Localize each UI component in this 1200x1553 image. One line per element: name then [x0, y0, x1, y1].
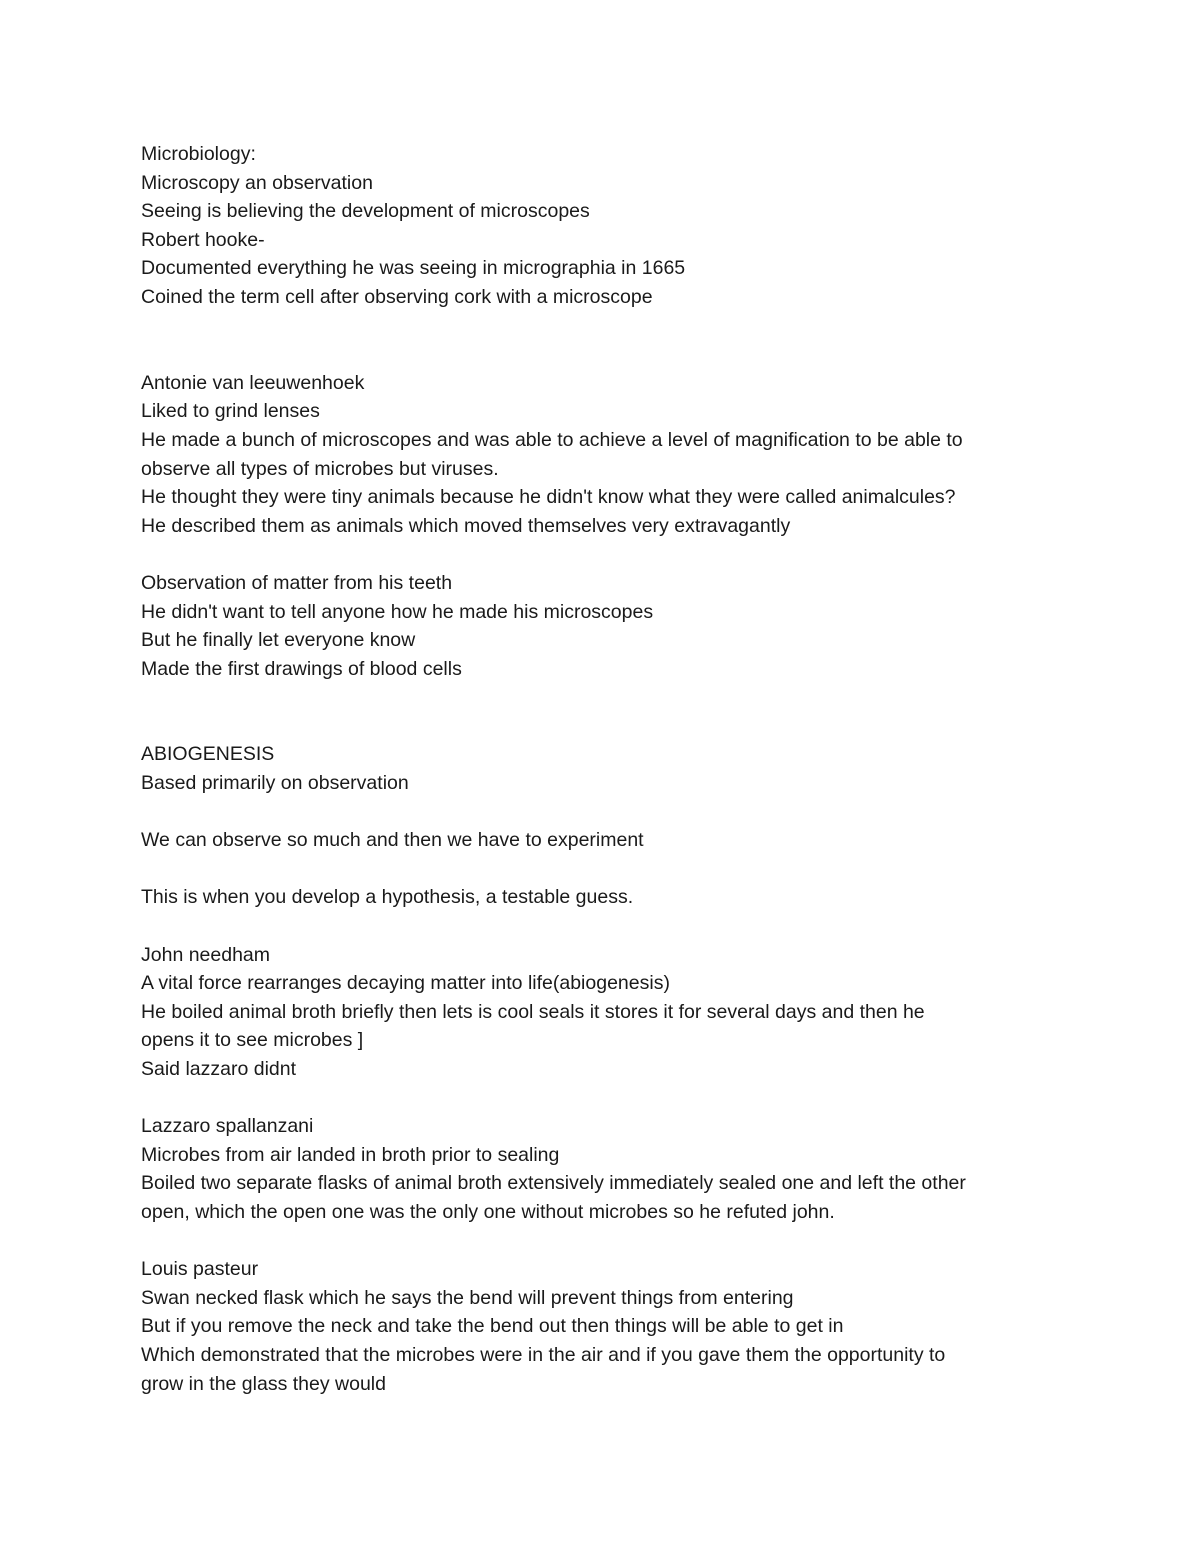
- text-line: Swan necked flask which he says the bend will prevent things from entering: [141, 1286, 794, 1309]
- section-heading-robert-hooke: Robert hooke-: [141, 228, 265, 251]
- text-line: But he finally let everyone know: [141, 629, 416, 652]
- section-heading-leeuwenhoek: Antonie van leeuwenhoek: [141, 371, 365, 394]
- section-heading-john-needham: John needham: [141, 943, 271, 966]
- blank-line: [141, 312, 1076, 341]
- blank-line: [141, 912, 1076, 941]
- section-heading-lazzaro-spallanzani: Lazzaro spallanzani: [141, 1115, 314, 1138]
- text-line: But if you remove the neck and take the bend out then things will be able to get in: [141, 1315, 844, 1338]
- text-line: He thought they were tiny animals because he didn't know what they were called animalcules?: [141, 486, 956, 509]
- text-line: Liked to grind lenses: [141, 400, 320, 423]
- section-heading-abiogenesis: ABIOGENESIS: [141, 743, 275, 766]
- text-line: He boiled animal broth briefly then lets is cool seals it stores it for several days and then he: [141, 1000, 925, 1023]
- text-line: Seeing is believing the development of microscopes: [141, 200, 590, 223]
- text-line: He made a bunch of microscopes and was able to achieve a level of magnification to be able to: [141, 428, 963, 451]
- text-line: A vital force rearranges decaying matter into life(abiogenesis): [141, 972, 670, 995]
- text-line: Microbes from air landed in broth prior to sealing: [141, 1143, 560, 1166]
- blank-line: [141, 712, 1076, 741]
- text-line: Coined the term cell after observing cork with a microscope: [141, 285, 653, 308]
- document-title: Microbiology:: [141, 143, 256, 165]
- text-line: Documented everything he was seeing in micrographia in 1665: [141, 257, 686, 280]
- blank-line: [141, 855, 1076, 884]
- blank-line: [141, 540, 1076, 569]
- blank-line: [141, 1227, 1076, 1256]
- text-line: grow in the glass they would: [141, 1372, 386, 1395]
- blank-line: [141, 340, 1076, 369]
- blank-line: [141, 798, 1076, 827]
- text-line: observe all types of microbes but viruses.: [141, 457, 499, 480]
- text-line: Made the first drawings of blood cells: [141, 657, 462, 680]
- document-body: [141, 140, 1076, 1398]
- text-line: Observation of matter from his teeth: [141, 571, 453, 594]
- section-heading-louis-pasteur: Louis pasteur: [141, 1258, 259, 1281]
- text-line: This is when you develop a hypothesis, a testable guess.: [141, 886, 634, 909]
- text-line: He described them as animals which moved themselves very extravagantly: [141, 514, 791, 537]
- text-line: Boiled two separate flasks of animal broth extensively immediately sealed one and left the other: [141, 1172, 966, 1195]
- text-line: Said lazzaro didnt: [141, 1058, 297, 1080]
- text-line: He didn't want to tell anyone how he made his microscopes: [141, 600, 654, 623]
- text-line: Microscopy an observation: [141, 171, 373, 194]
- text-line: opens it to see microbes ]: [141, 1029, 364, 1052]
- text-line: We can observe so much and then we have to experiment: [141, 829, 644, 852]
- text-line: Which demonstrated that the microbes were in the air and if you gave them the opportunity to: [141, 1343, 946, 1366]
- blank-line: [141, 1084, 1076, 1113]
- blank-line: [141, 683, 1076, 712]
- text-line: Based primarily on observation: [141, 772, 409, 795]
- text-line: open, which the open one was the only one without microbes so he refuted john.: [141, 1200, 835, 1223]
